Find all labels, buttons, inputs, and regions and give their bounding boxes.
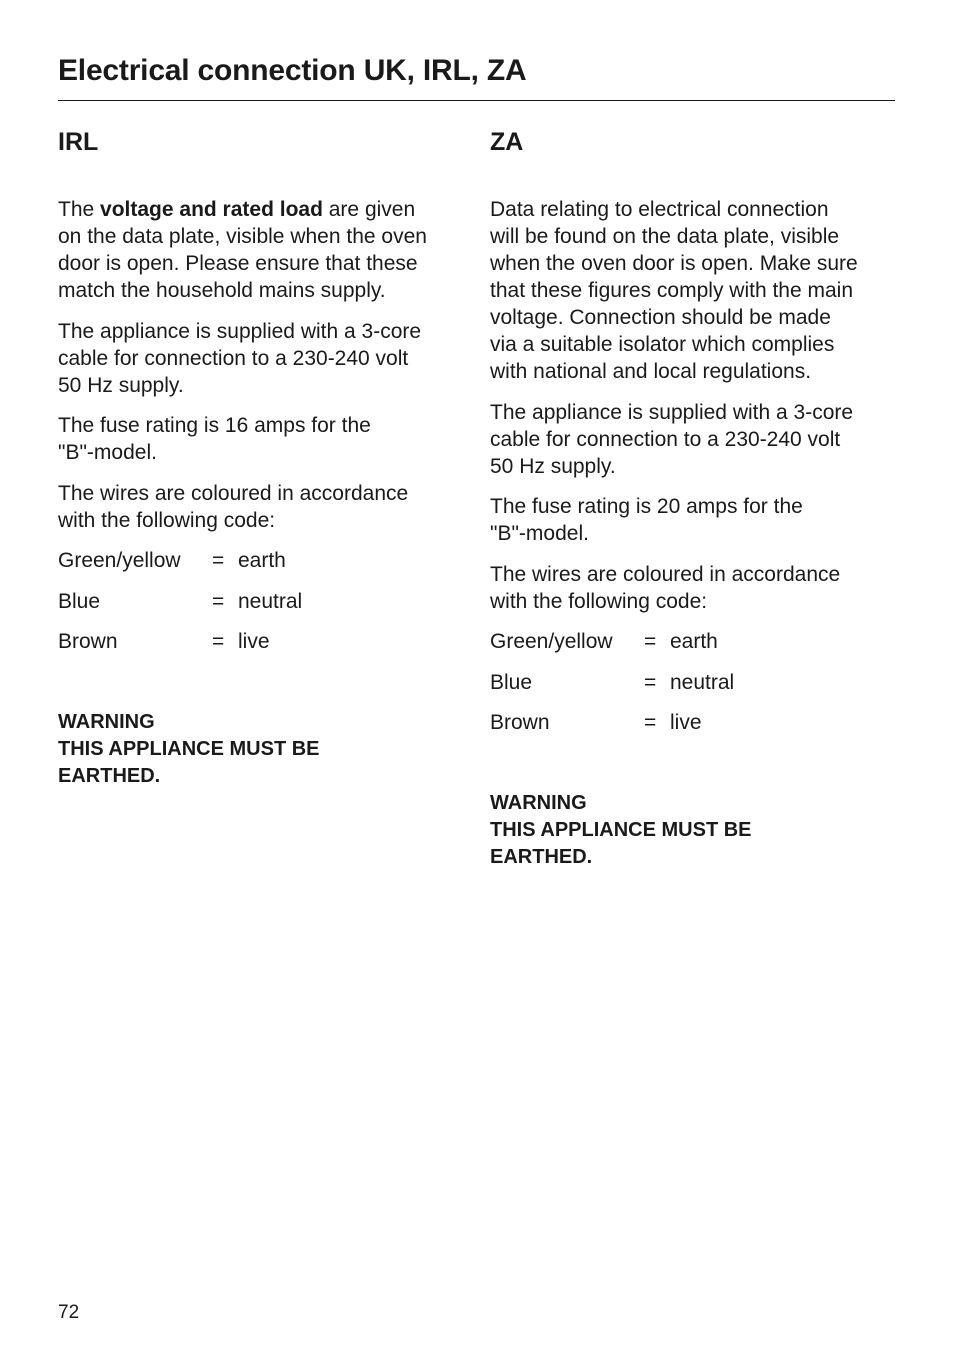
za-section xyxy=(490,126,900,871)
wire-function: neutral xyxy=(670,670,735,694)
equals-sign: = xyxy=(212,589,225,613)
wire-colour: Blue xyxy=(58,589,101,613)
za-code-row-earth xyxy=(490,628,900,655)
irl-code-row-live xyxy=(58,628,468,655)
page-title: Electrical connection UK, IRL, ZA xyxy=(58,54,527,87)
wire-function: earth xyxy=(670,630,718,653)
equals-sign: = xyxy=(644,670,657,694)
wire-colour: Green/yellow xyxy=(58,549,181,572)
irl-fuse-paragraph: The fuse rating is 16 amps for the "B"-model. xyxy=(58,414,371,464)
irl-intro-paragraph xyxy=(58,196,468,304)
equals-sign: = xyxy=(644,711,657,734)
wire-function: live xyxy=(238,630,270,653)
irl-code-row-neutral xyxy=(58,588,468,615)
irl-intro-lead: The xyxy=(58,198,101,221)
za-code-row-neutral xyxy=(490,669,900,696)
irl-wires-intro: The wires are coloured in accordance with the following code: xyxy=(58,481,409,532)
wire-colour: Brown xyxy=(490,711,550,734)
irl-section xyxy=(58,126,468,790)
wire-function: live xyxy=(670,711,702,734)
wire-colour: Blue xyxy=(490,670,533,694)
title-divider xyxy=(58,100,895,101)
irl-intro-rest: are given on the data plate, visible when the oven door is open. Please ensure that these match the household mains supply. xyxy=(58,198,427,302)
za-wires-intro: The wires are coloured in accordance with the following code: xyxy=(490,562,841,613)
equals-sign: = xyxy=(212,630,225,653)
za-warning: WARNING THIS APPLIANCE MUST BE EARTHED. xyxy=(490,792,752,868)
irl-cable-paragraph: The appliance is supplied with a 3-core cable for connection to a 230-240 volt 50 Hz supply. xyxy=(58,319,422,397)
irl-intro-bold: voltage and rated load xyxy=(100,198,323,221)
equals-sign: = xyxy=(212,549,225,572)
wire-function: earth xyxy=(238,549,286,572)
equals-sign: = xyxy=(644,630,657,653)
wire-colour: Brown xyxy=(58,630,118,653)
za-intro-paragraph: Data relating to electrical connection will be found on the data plate, visible when the oven door is open. Make sure that these figures comply with the main voltage. Connection should be made via a suitable isolator which complies with national and local regulations. xyxy=(490,198,858,383)
wire-colour: Green/yellow xyxy=(490,630,613,653)
za-code-row-live xyxy=(490,709,900,736)
page-number: 72 xyxy=(58,1302,80,1323)
irl-warning: WARNING THIS APPLIANCE MUST BE EARTHED. xyxy=(58,711,320,787)
za-fuse-paragraph: The fuse rating is 20 amps for the "B"-model. xyxy=(490,495,803,545)
za-cable-paragraph: The appliance is supplied with a 3-core cable for connection to a 230-240 volt 50 Hz supply. xyxy=(490,400,854,478)
irl-heading: IRL xyxy=(58,128,99,156)
wire-function: neutral xyxy=(238,589,303,613)
za-heading: ZA xyxy=(490,128,524,156)
irl-code-row-earth xyxy=(58,547,468,574)
